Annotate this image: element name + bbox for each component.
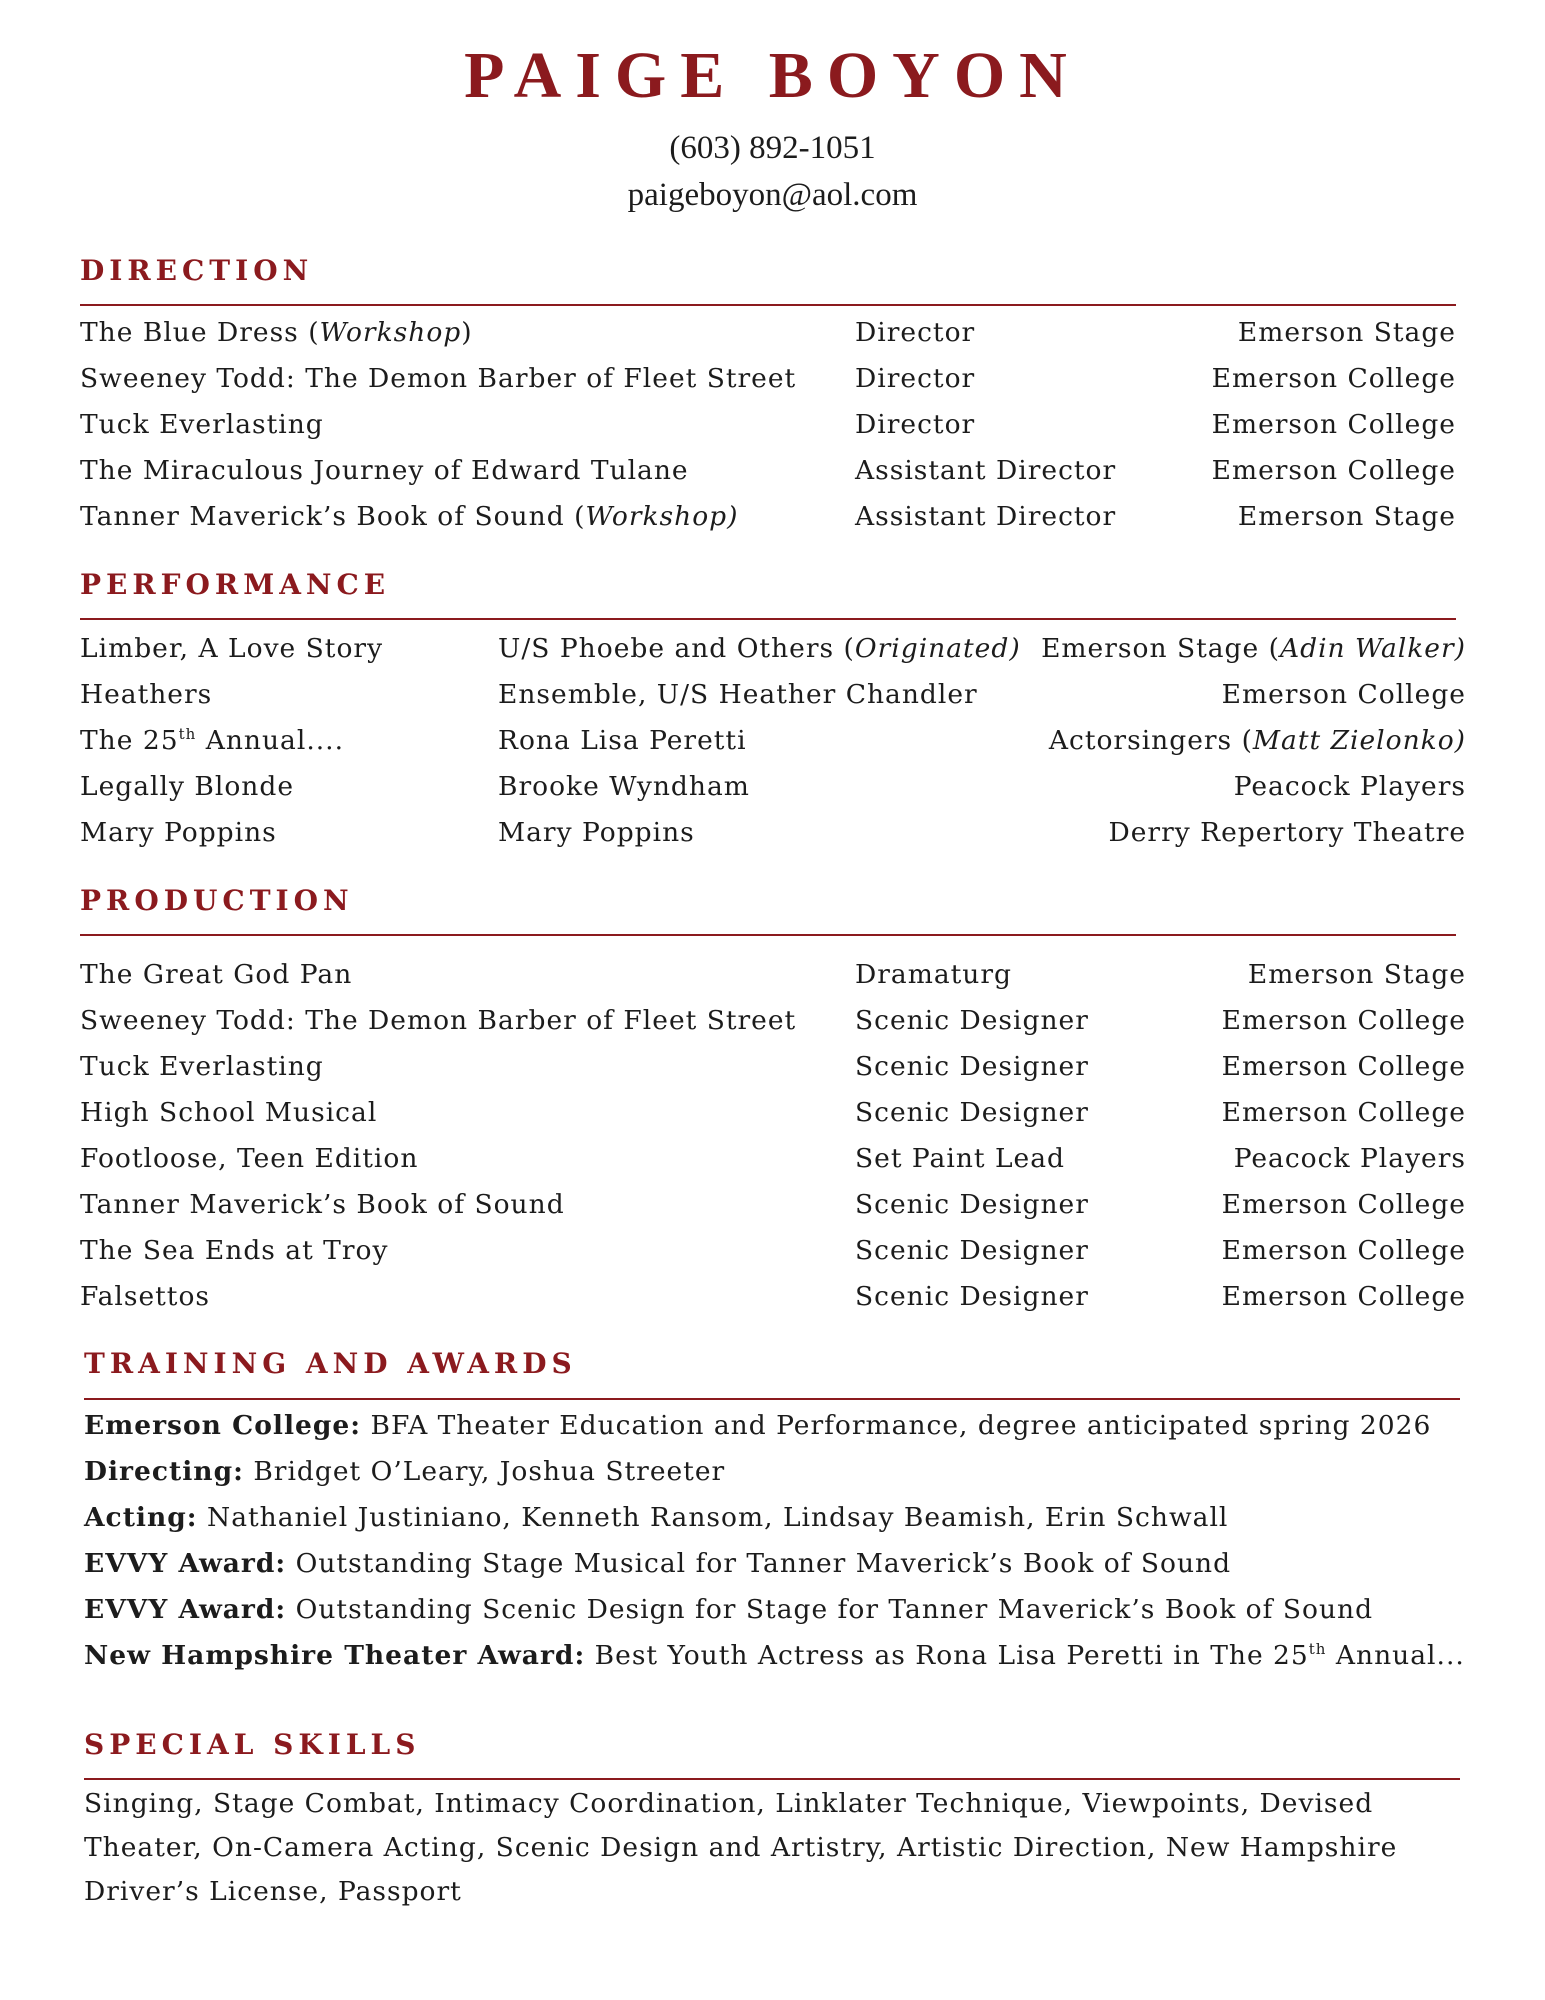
award-line: New Hampshire Theater Award: Best Youth Actress as Rona Lisa Peretti in The 25th Annual... — [84, 1640, 1465, 1671]
production-row — [80, 1091, 1466, 1135]
role: Set Paint Lead — [855, 1143, 1066, 1174]
role: Scenic Designer — [855, 1189, 1089, 1220]
role: Scenic Designer — [855, 1005, 1089, 1036]
show-title: Heathers — [80, 679, 213, 710]
role: Scenic Designer — [855, 1051, 1089, 1082]
performance-row — [80, 811, 1466, 855]
show-title: Falsettos — [80, 1281, 210, 1312]
venue: Emerson Stage — [1237, 501, 1456, 532]
venue: Emerson College — [1211, 409, 1456, 440]
direction-heading: DIRECTION — [80, 254, 314, 287]
show-title: Tanner Maverick’s Book of Sound — [80, 1189, 565, 1220]
skills-heading: SPECIAL SKILLS — [84, 1728, 421, 1761]
venue: Actorsingers (Matt Zielonko) — [1048, 725, 1466, 756]
show-title: The 25th Annual.... — [80, 725, 345, 756]
venue: Emerson College — [1221, 1281, 1466, 1312]
role: Director — [855, 317, 976, 348]
show-title: The Sea Ends at Troy — [80, 1235, 389, 1266]
role: Rona Lisa Peretti — [498, 725, 747, 756]
show-title: Tuck Everlasting — [80, 1051, 324, 1082]
performance-row — [80, 719, 1466, 763]
show-title: Footloose, Teen Edition — [80, 1143, 419, 1174]
training-divider — [84, 1398, 1460, 1400]
direction-row — [80, 357, 1456, 401]
venue: Emerson College — [1221, 1235, 1466, 1266]
production-title: The Miraculous Journey of Edward Tulane — [80, 455, 689, 486]
venue: Peacock Players — [1233, 1143, 1466, 1174]
performance-row — [80, 765, 1466, 809]
production-heading: PRODUCTION — [80, 884, 354, 917]
direction-row — [80, 311, 1456, 355]
production-title: Tanner Maverick’s Book of Sound (Workshop) — [80, 501, 739, 532]
show-title: Limber, A Love Story — [80, 633, 384, 664]
production-row — [80, 1183, 1466, 1227]
production-title: Tuck Everlasting — [80, 409, 324, 440]
venue: Emerson College — [1221, 1051, 1466, 1082]
production-title: Sweeney Todd: The Demon Barber of Fleet Street — [80, 363, 797, 394]
role: Scenic Designer — [855, 1097, 1089, 1128]
candidate-name: PAIGE BOYON — [464, 39, 1081, 112]
venue: Emerson College — [1221, 1097, 1466, 1128]
production-divider — [80, 934, 1456, 936]
show-title: Sweeney Todd: The Demon Barber of Fleet Street — [80, 1005, 797, 1036]
venue: Emerson College — [1221, 1189, 1466, 1220]
show-title: High School Musical — [80, 1097, 378, 1128]
role: Assistant Director — [855, 455, 1117, 486]
training-line: Emerson College: BFA Theater Education and Performance, degree anticipated spring 2026 — [84, 1410, 1432, 1441]
production-title: The Blue Dress (Workshop) — [80, 317, 473, 348]
role: U/S Phoebe and Others (Originated) — [498, 633, 1021, 664]
show-title: Mary Poppins — [80, 817, 277, 848]
production-row — [80, 1229, 1466, 1273]
training-heading: TRAINING AND AWARDS — [84, 1347, 577, 1380]
role: Scenic Designer — [855, 1281, 1089, 1312]
role: Director — [855, 409, 976, 440]
venue: Emerson College — [1221, 1005, 1466, 1036]
role: Assistant Director — [855, 501, 1117, 532]
performance-heading: PERFORMANCE — [80, 568, 391, 601]
email-address: paigeboyon@aol.com — [627, 177, 918, 213]
role: Mary Poppins — [498, 817, 695, 848]
production-row — [80, 999, 1466, 1043]
venue: Derry Repertory Theatre — [1108, 817, 1466, 848]
role: Scenic Designer — [855, 1235, 1089, 1266]
role: Brooke Wyndham — [498, 771, 750, 802]
phone-number: (603) 892-1051 — [669, 130, 876, 166]
role: Dramaturg — [855, 959, 1012, 990]
venue: Emerson College — [1211, 455, 1456, 486]
skills-text: Singing, Stage Combat, Intimacy Coordination, Linklater Technique, Viewpoints, Devised Theater, On-Camera Acting, Scenic Design and Artistry, Artistic Direction, New Hampshire Driver’s License, Passport — [84, 1788, 1398, 1907]
training-line: Acting: Nathaniel Justiniano, Kenneth Ransom, Lindsay Beamish, Erin Schwall — [84, 1502, 1229, 1533]
award-line: EVVY Award: Outstanding Scenic Design for Stage for Tanner Maverick’s Book of Sound — [84, 1594, 1374, 1625]
role: Director — [855, 363, 976, 394]
performance-row — [80, 627, 1466, 671]
award-line: EVVY Award: Outstanding Stage Musical for Tanner Maverick’s Book of Sound — [84, 1548, 1232, 1579]
show-title: Legally Blonde — [80, 771, 295, 802]
production-row — [80, 953, 1466, 997]
training-line: Directing: Bridget O’Leary, Joshua Streeter — [84, 1456, 726, 1487]
direction-row — [80, 403, 1456, 447]
production-row — [80, 1137, 1466, 1181]
venue: Emerson Stage (Adin Walker) — [1041, 633, 1466, 664]
venue: Emerson Stage — [1247, 959, 1466, 990]
direction-row — [80, 495, 1456, 539]
venue: Emerson College — [1221, 679, 1466, 710]
performance-divider — [80, 618, 1456, 620]
venue: Emerson College — [1211, 363, 1456, 394]
direction-row — [80, 449, 1456, 493]
show-title: The Great God Pan — [80, 959, 353, 990]
skills-divider — [84, 1778, 1460, 1780]
production-row — [80, 1045, 1466, 1089]
role: Ensemble, U/S Heather Chandler — [498, 679, 978, 710]
direction-divider — [80, 304, 1456, 306]
production-row — [80, 1275, 1466, 1319]
performance-row — [80, 673, 1466, 717]
venue: Peacock Players — [1233, 771, 1466, 802]
venue: Emerson Stage — [1237, 317, 1456, 348]
